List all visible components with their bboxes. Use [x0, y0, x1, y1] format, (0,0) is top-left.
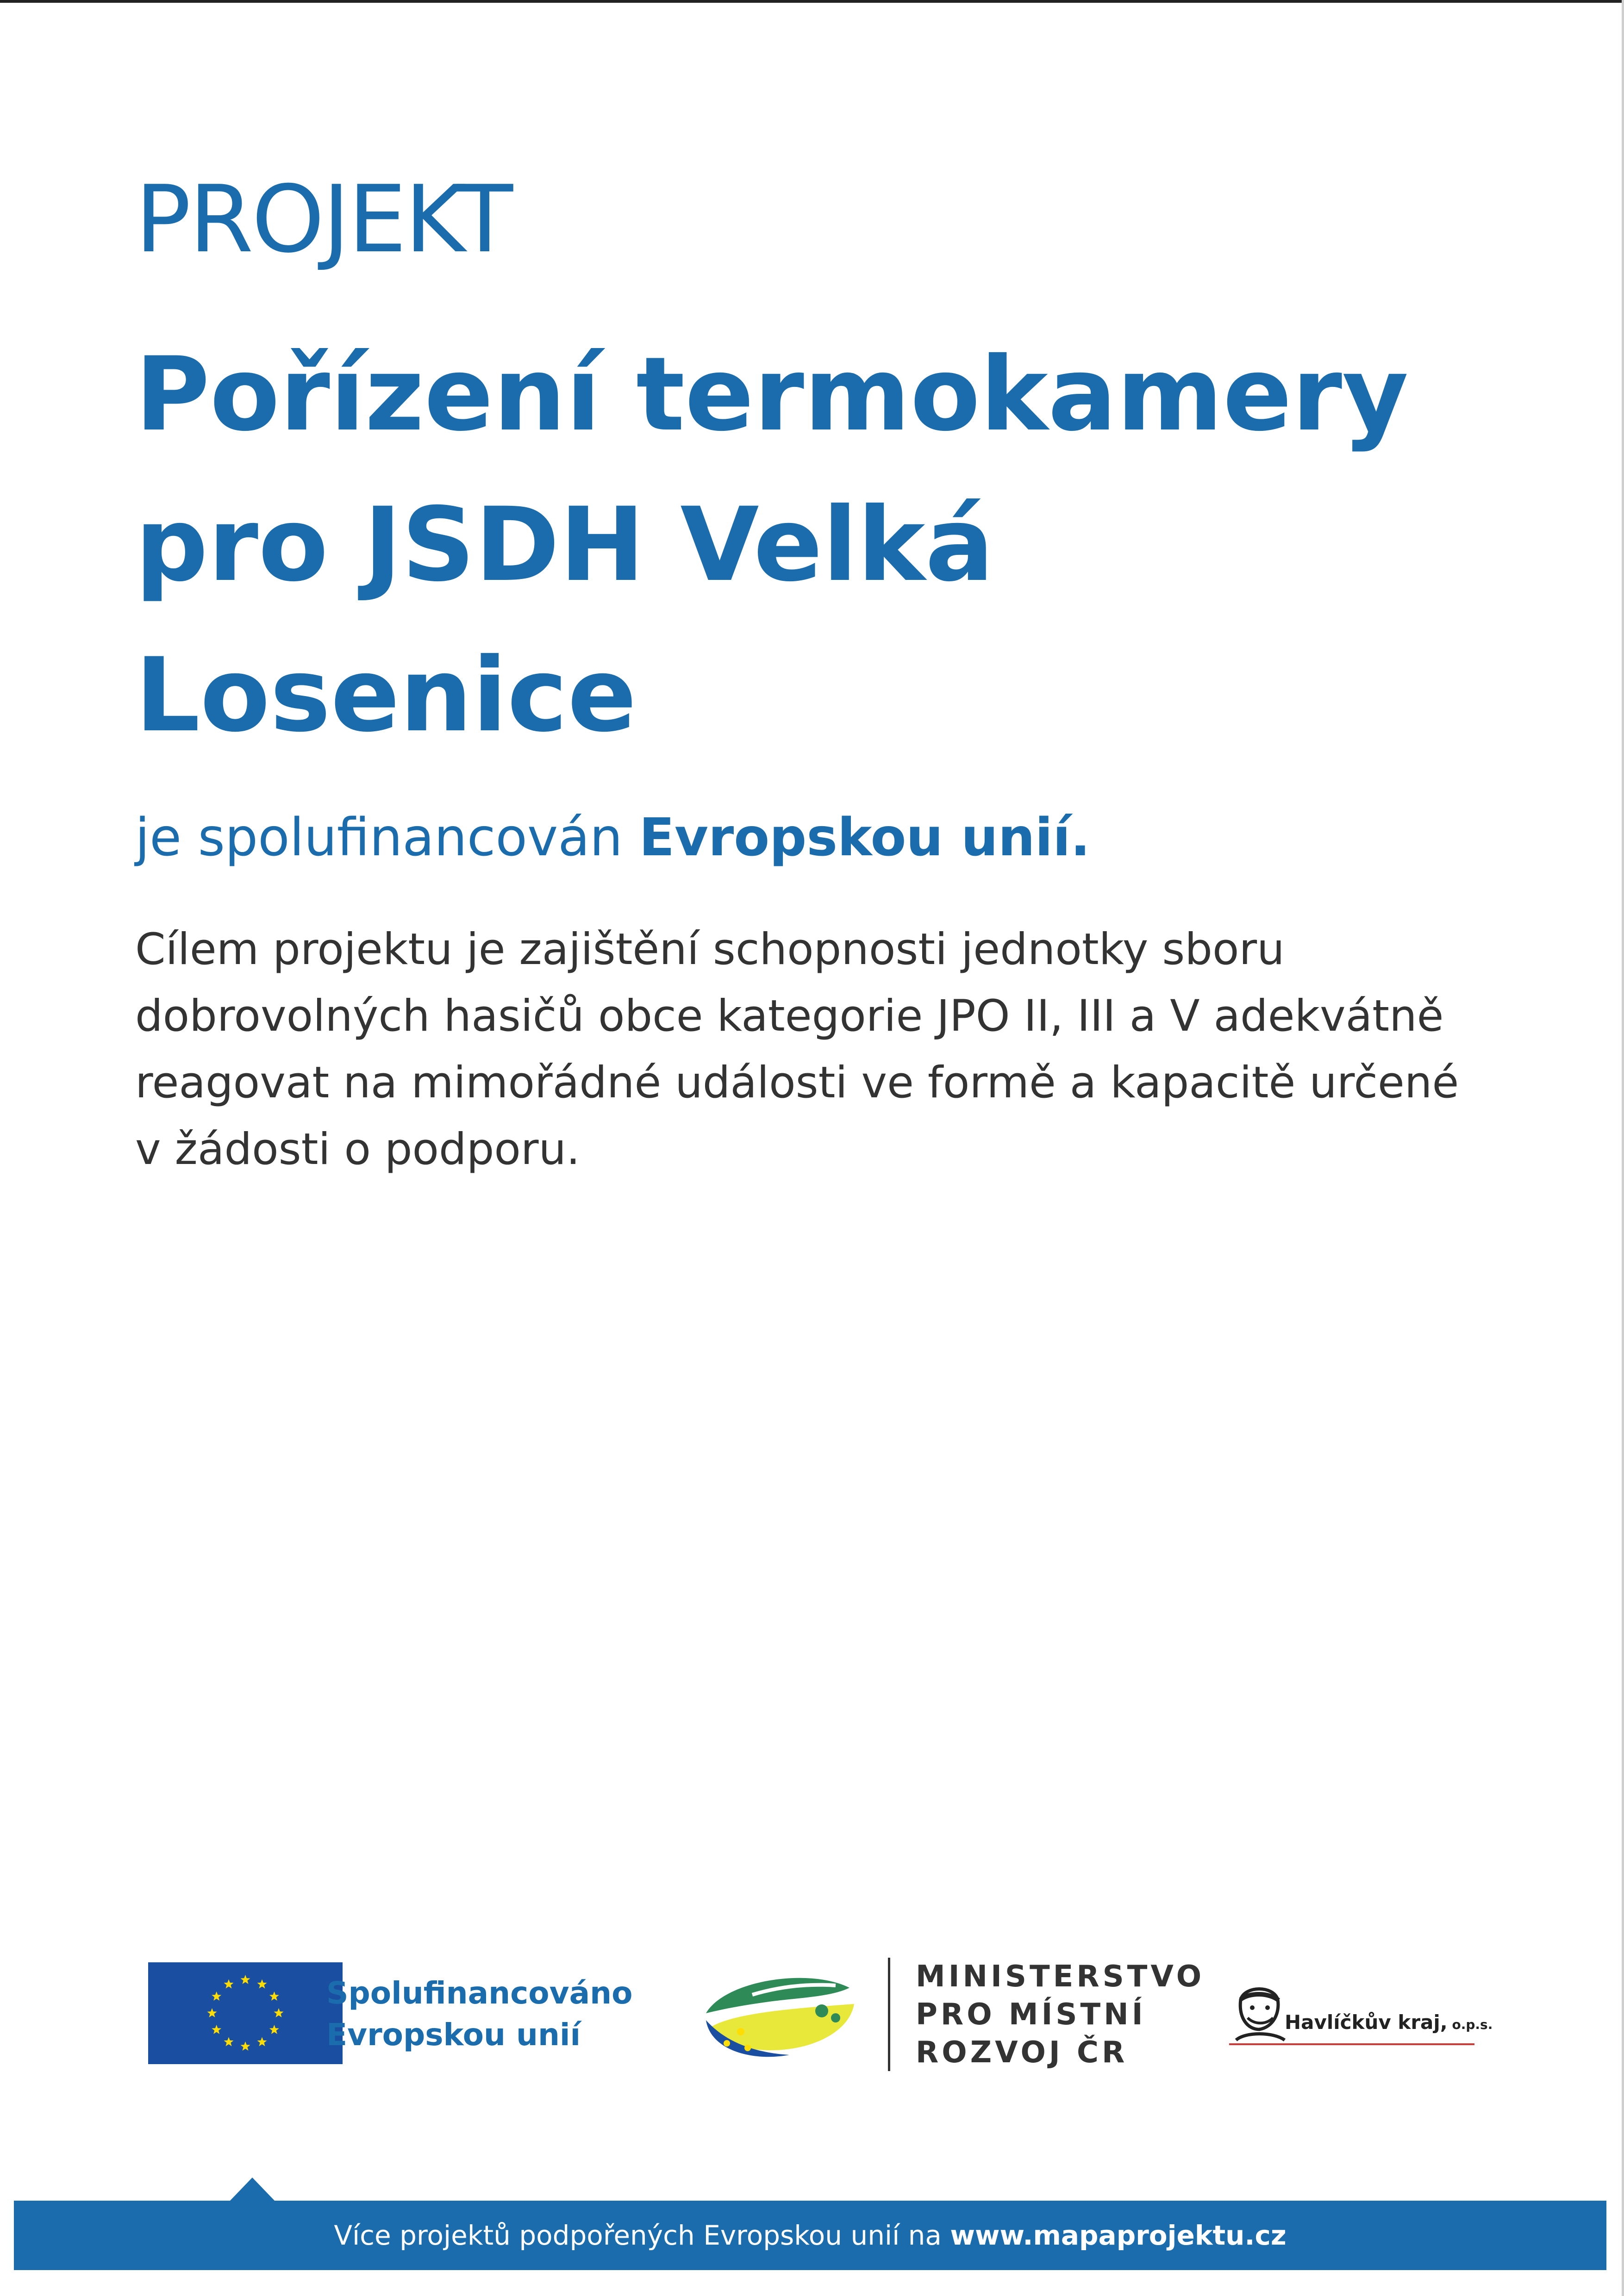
project-description: Cílem projektu je zajištění schopnosti jednotky sboru dobrovolných hasičů obce kategorie JPO II, III a V adekvátně reagovat na mimořádné události ve formě a kapacitě určené v žádosti o podporu.	[135, 924, 1459, 1175]
eu-star-icon	[269, 2025, 279, 2034]
eu-star-icon	[241, 1975, 250, 1984]
eu-star-icon	[257, 1979, 267, 1989]
hk-underline	[1229, 2043, 1474, 2045]
eu-star-icon	[274, 2008, 284, 2017]
eu-cofinanced-text	[326, 1972, 633, 2056]
cofinanced-eu: Evropskou unií.	[639, 808, 1090, 868]
eu-text-line2: Evropskou unií	[326, 2017, 581, 2053]
eu-flag-icon	[148, 1962, 343, 2064]
mmr-logo-icon	[697, 1962, 863, 2064]
hk-suffix: o.p.s.	[1447, 2017, 1493, 2032]
mmr-text-line2: PRO MÍSTNÍ	[916, 1997, 1146, 2032]
mmr-text-line1: MINISTERSTVO	[916, 1960, 1205, 1994]
footer-text-prefix: Více projektů podpořených Evropskou unií na	[334, 2220, 950, 2251]
eu-star-icon	[241, 2041, 250, 2051]
hk-name: Havlíčkův kraj,	[1285, 2011, 1448, 2034]
project-title: Pořízení termokamery pro JSDH Velká Losenice	[135, 335, 1409, 754]
eu-star-icon	[212, 1991, 221, 2001]
eu-star-icon	[269, 1991, 279, 2001]
footer-notch	[229, 2178, 275, 2202]
mmr-text	[916, 1958, 1205, 2072]
footer-url-link[interactable]: www.mapaprojektu.cz	[950, 2220, 1287, 2251]
eu-star-icon	[257, 2037, 267, 2046]
eu-star-icon	[212, 2025, 221, 2034]
footer-text	[14, 2201, 1606, 2270]
eu-star-icon	[207, 2008, 217, 2017]
havlicek-kraj-text	[1285, 2011, 1493, 2036]
cofinanced-statement	[135, 805, 1090, 870]
projekt-label: PROJEKT	[135, 166, 512, 274]
eu-star-icon	[224, 1979, 234, 1989]
eu-star-icon	[224, 2037, 234, 2046]
top-border	[0, 0, 1624, 3]
eu-text-line1: Spolufinancováno	[326, 1975, 633, 2011]
cofinanced-prefix: je spolufinancován	[135, 808, 639, 868]
havlicek-portrait-icon	[1227, 1981, 1292, 2046]
mmr-divider	[888, 1958, 890, 2071]
mmr-text-line3: ROZVOJ ČR	[916, 2035, 1128, 2070]
logo-strip	[0, 1944, 1624, 2101]
